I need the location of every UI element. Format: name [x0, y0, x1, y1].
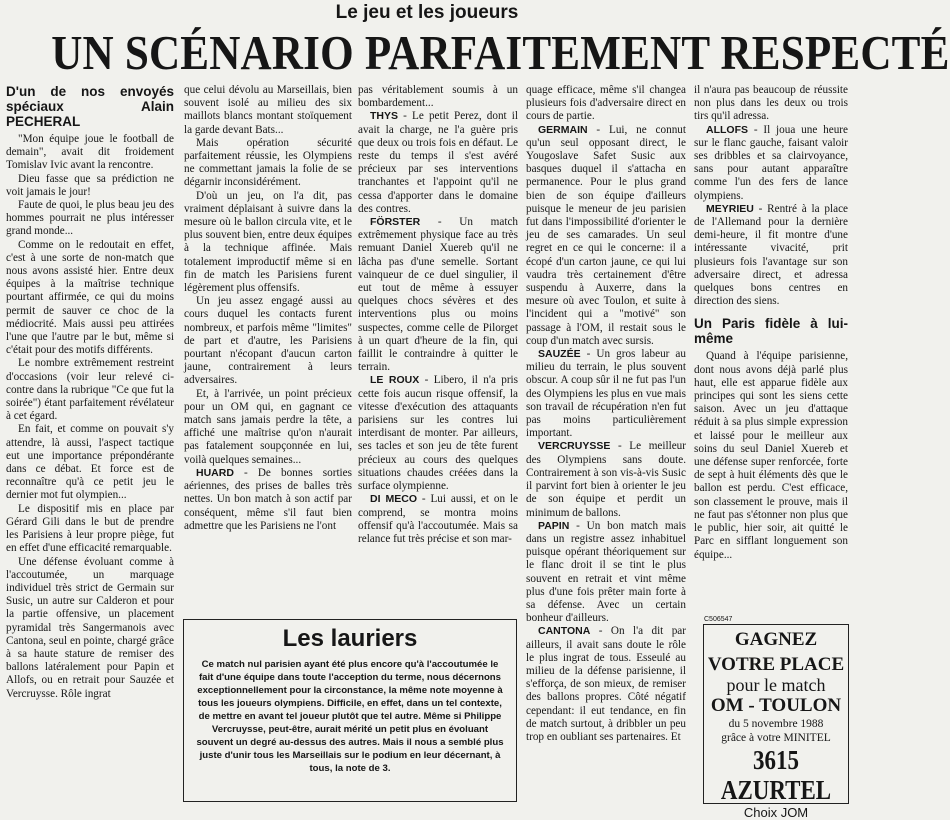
paragraph: Dieu fasse que sa prédiction ne voit jamais le jour! — [6, 172, 174, 198]
paragraph: Faute de quoi, le plus beau jeu des hommes pourrait ne plus intéresser grand monde... — [6, 199, 174, 238]
ad-line-8: Choix JOM — [743, 805, 809, 820]
paragraph: "Mon équipe joue le football de demain", avait dit froidement Tomislav Ivic avant la rencontre. — [6, 133, 174, 172]
ad-line-1: GAGNEZ — [734, 629, 818, 650]
section-kicker: Le jeu et les joueurs — [335, 2, 519, 23]
subheading-paris: Un Paris fidèle à lui-même — [694, 316, 848, 347]
paragraph: SAUZÉE - Un gros labeur au milieu du terrain, le plus souvent obscur. A coup sûr il ne fut pas l'un des Olympiens les plus en vue mais son travail de récupération n'en fut pas moins particulièrement important. — [526, 348, 686, 440]
paragraph: il n'aura pas beaucoup de réussite non plus dans les deux ou trois tirs qu'il adressa. — [694, 84, 848, 123]
paragraph: CANTONA - On l'a dit par ailleurs, il avait sans doute le rôle le plus ingrat de tous. Esseulé au milieu de la défense parisienne, il s'efforça, de son mieux, de remiser des ballons propres. Côté négatif cependant: il eut tendance, en fin de match surtout, à dribbler un peu trop en oubliant ses partenaires. Et — [526, 625, 686, 743]
paragraph: ALLOFS - Il joua une heure sur le flanc gauche, faisant valoir ses dribbles et sa clairvoyance, sans pour autant apparaître comme l'un des fers de lance olympiens. — [694, 123, 848, 202]
byline: D'un de nos envoyés spéciaux Alain PECHERAL — [6, 84, 174, 129]
ad-line-7: 3615 AZURTEL — [720, 745, 832, 805]
paragraph: D'où un jeu, on l'a dit, pas vraiment déplaisant à suivre dans la mesure où le ballon circula vite, et le plus souvent bien, entre deux équipes à la technique affinée. Mais totalement improductif même si en fin de match les Parisiens furent légèrement plus offensifs. — [184, 189, 352, 295]
ad-line-4: OM - TOULON — [710, 695, 842, 716]
paragraph: pas véritablement soumis à un bombardement... — [358, 84, 518, 110]
lauriers-text: Ce match nul parisien ayant été plus encore qu'à l'accoutumée le fait d'une équipe dans toute l'acception du terme, nous décernons exceptionnellement pour la circonstance, la même note moyenne à tous les joueurs olympiens. Difficile, en effet, dans un tel contexte, de mettre en avant tel joueur plutôt que tel autre. Même si Philippe Vercruysse, peut-être, aurait mérité un petit plus en évoluant souvent un degré au-dessus des autres. Mais il nous a semblé plus juste d'unir tous les Marseillais sur le podium en leur décernant, à tous, la note de 3. — [196, 659, 504, 774]
page-headline: UN SCÉNARIO PARFAITEMENT RESPECTÉ — [51, 25, 950, 80]
paragraph: Le dispositif mis en place par Gérard Gili dans le but de prendre les Parisiens à leur propre piège, fut en effet d'une efficacité remarquable. — [6, 502, 174, 555]
ad-line-3: pour le match — [726, 675, 826, 695]
article-column-2 — [184, 84, 352, 614]
paragraph: quage efficace, même s'il changea plusieurs fois d'adversaire direct en cours de partie. — [526, 84, 686, 123]
lauriers-title: Les lauriers — [282, 625, 418, 652]
paragraph: Une défense évoluant comme à l'accoutumée, un marquage individuel très strict de Germain sur Susic, un autre sur Calderon et pour la partie offensive, un placement pyramidal très Sangermanois avec Cantona, seul en pointe, chargé grâce à sa haute stature de remiser des ballons latéralement pour Papin et Allofs, ou en retrait pour Sauzée et Vercruysse. Rôle ingrat — [6, 555, 174, 700]
article-column-1 — [6, 84, 174, 809]
paragraph: Comme on le redoutait en effet, c'est à une sorte de non-match que nous avons assisté hier. Entre deux équipes à la maîtrise technique pourtant affirmée, ce qui du moins permit de sauver ce choc de la médiocrité. Mais aussi peu attirées l'une que l'autre par le but, même si c'était pour des motifs différents. — [6, 238, 174, 357]
paragraph: MEYRIEU - Rentré à la place de l'Allemand pour la dernière demi-heure, il fit montre d'une intéressante vivacité, prit plusieurs fois l'avantage sur son adversaire direct, et adressa quelques bons centres en direction des siens. — [694, 202, 848, 308]
ad-code: C506547 — [704, 616, 733, 623]
paragraph: DI MECO - Lui aussi, et on le comprend, se montra moins offensif qu'à l'accoutumée. Mais sa relance fut très précise et son mar- — [358, 493, 518, 545]
paragraph: Un jeu assez engagé aussi au cours duquel les contacts furent nombreux, et parfois même "limites" de part et d'autre, les Parisiens pourtant n'écopant d'aucun carton jaune, contrairement à leurs adversaires. — [184, 295, 352, 387]
lauriers-box — [183, 619, 517, 802]
paragraph: FÖRSTER - Un match extrêmement physique face au très remuant Daniel Xuereb qu'il ne lâcha pas d'une semelle. Sortant vainqueur de ce duel singulier, il eut tout de même à essuyer quelques chocs sévères et des interventions plus ou moins suspectes, comme celle de Pilorget à un quart d'heure de la fin, qui faillit le contraindre à quitter le terrain. — [358, 216, 518, 374]
paragraph: que celui dévolu au Marseillais, bien souvent isolé au milieu des six maillots blancs montant stoïquement la garde devant Bats... — [184, 84, 352, 136]
paragraph: Le nombre extrêmement restreint d'occasions (voir leur relevé ci-contre dans la rubrique "Ce que fut la soirée") étant parfaitement révélateur à cet égard. — [6, 357, 174, 423]
minitel-ad — [703, 624, 849, 820]
article-column-3 — [358, 84, 518, 614]
paragraph: Quand à l'équipe parisienne, dont nous avons déjà parlé plus haut, elle est apparue fidèle aux principes qui sont les siens cette saison. Avec un jeu d'attaque réduit à sa plus simple expression et laissé pour le meilleur aux soins du seul Daniel Xuereb et une défense super renforcée, forte de sept à huit éléments dès que le ballon est perdu. C'est efficace, son classement le prouve, mais il ne faut pas s'étonner non plus que le public, hier soir, ait quitté le Parc en sifflant longuement son équipe... — [694, 350, 848, 561]
paragraph: LE ROUX - Libero, il n'a pris cette fois aucun risque offensif, la vitesse d'exécution des attaquants parisiens sur les contres lui interdisant de monter. Par ailleurs, ses tacles et son jeu de tête furent précieux au cours des quelques situations chaudes créées dans la surface olympienne. — [358, 374, 519, 493]
ad-line-2: VOTRE PLACE — [707, 654, 845, 675]
paragraph: En fait, et comme on pouvait s'y attendre, là aussi, l'aspect tactique eut une importance prépondérante dans ce débat. Et force est de reconnaître qu'à ce petit jeu le dernier mot fut olympien... — [6, 423, 174, 502]
paragraph: PAPIN - Un bon match mais dans un registre assez inhabituel puisque opérant théoriquement sur le flanc droit il se tint le plus souvent en retrait et vint même plus d'une fois prêter main forte à sa défense. Avec un certain bonheur d'ailleurs. — [526, 519, 686, 625]
article-column-4 — [526, 84, 686, 809]
ad-line-6: grâce à votre MINITEL — [721, 732, 831, 744]
paragraph: GERMAIN - Lui, ne connut qu'un seul opposant direct, le Yougoslave Safet Susic aux basques duquel il s'attacha en permanence. Pour le plus grand bien de son équipe d'ailleurs puisque le meneur de jeu parisien fut dans l'impossibilité d'orienter le jeu de ses camarades. Un seul regret en ce qui le concerne: il a écopé d'un carton jaune, ce qui lui vaudra très certainement d'être suspendu à Auxerre, dans la mesure où avec Toulon, et suite à l'incident qui a "motivé" son passage à l'OM, il restait sous le coup d'un match avec sursis. — [526, 123, 686, 347]
ad-line-5: du 5 novembre 1988 — [728, 718, 824, 730]
paragraph: HUARD - De bonnes sorties aériennes, des prises de balles très nettes. Un bon match à son actif par conséquent, même s'il faut bien admettre que les Parisiens ne l'ont — [184, 466, 352, 532]
paragraph: THYS - Le petit Perez, dont il avait la charge, ne l'a guère pris que deux ou trois fois en défaut. Le reste du temps il s'est avéré précieux par ses interventions tranchantes et l'appoint qu'il ne cessa d'apporter dans le domaine des contres. — [358, 110, 518, 215]
article-column-5 — [694, 84, 848, 610]
paragraph: VERCRUYSSE - Le meilleur des Olympiens sans doute. Contrairement à son vis-à-vis Susic il parvint fort bien à orienter le jeu de son équipe et perdit un minimum de ballons. — [526, 440, 686, 519]
paragraph: Mais opération sécurité parfaitement réussie, les Olympiens ne commettant jamais la folie de se dégarnir inconsidérément. — [184, 136, 352, 189]
paragraph: Et, à l'arrivée, un point précieux pour un OM qui, en gagnant ce match sans jamais perdre la tête, a affiché une maîtrise qu'on n'aurait pas fatalement soupçonnée en lui, voilà quelques semaines... — [184, 387, 352, 466]
